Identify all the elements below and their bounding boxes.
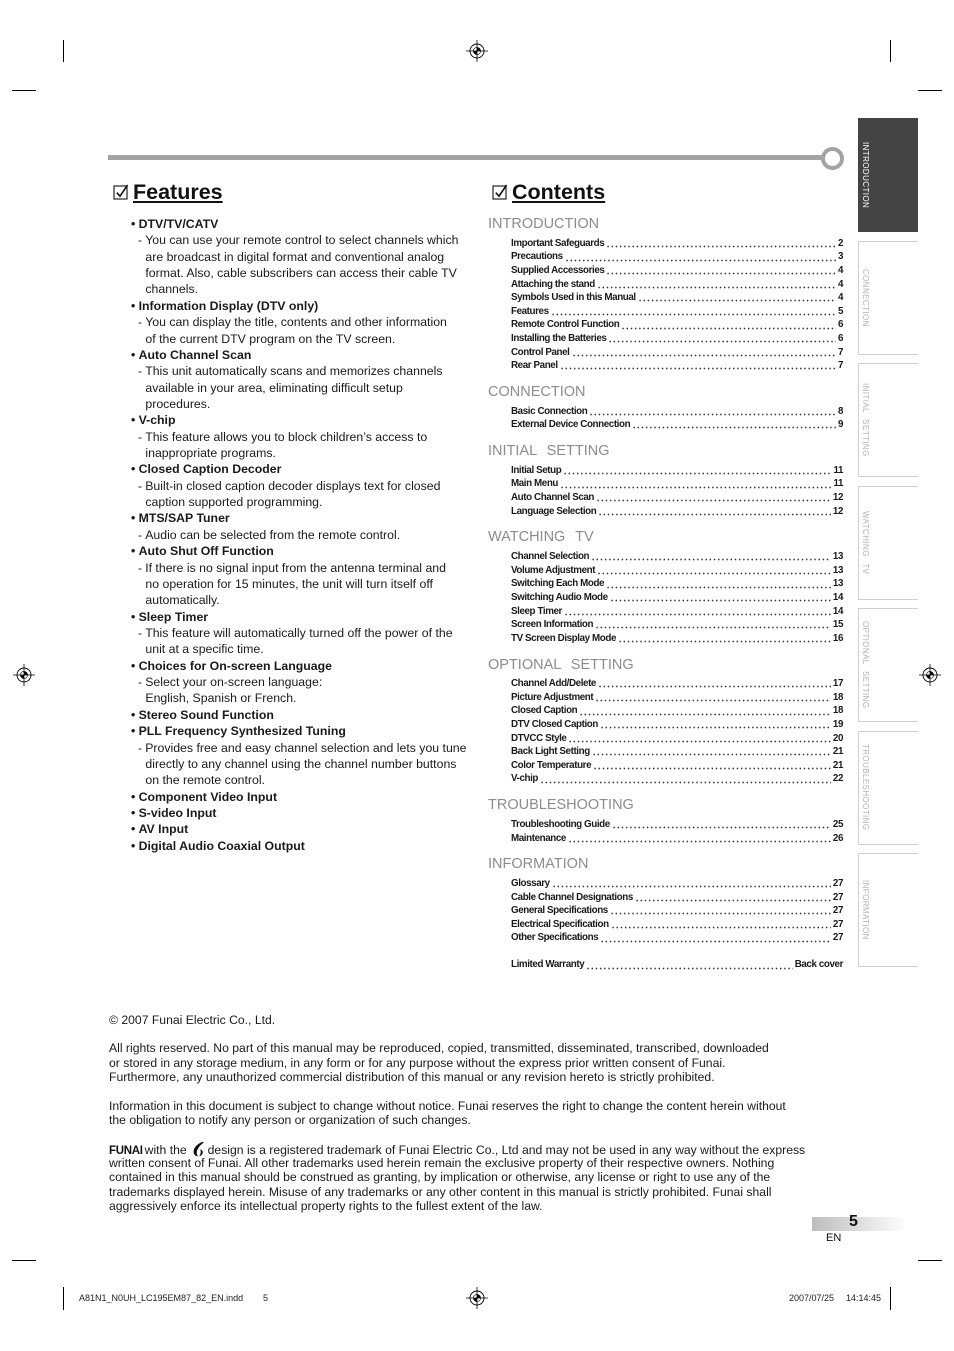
toc-page-number: 17 <box>832 678 843 690</box>
toc-page-number: 26 <box>832 832 843 844</box>
toc-entry <box>511 818 843 832</box>
toc-page-number: 18 <box>832 691 843 703</box>
feature-description-line: are broadcast in digital format and conventional analog <box>145 249 445 264</box>
feature-description-line: directly to any channel using the channel number buttons <box>145 756 457 771</box>
feature-item <box>131 838 481 854</box>
toc-entry-label: Precautions <box>511 251 563 263</box>
toc-dot-leader <box>612 826 831 829</box>
toc-dot-leader <box>597 286 836 289</box>
registration-mark-icon <box>918 663 942 687</box>
feature-title: • Closed Caption Decoder <box>131 461 481 477</box>
side-tab-troubleshooting <box>858 731 918 845</box>
toc-page-number: 21 <box>832 746 843 758</box>
side-tab-information <box>858 853 918 967</box>
toc-entry-label: Sleep Timer <box>511 605 562 617</box>
toc-page-number: 16 <box>832 632 843 644</box>
toc-page-number: 27 <box>832 918 843 930</box>
toc-entry <box>511 732 843 746</box>
feature-title: • MTS/SAP Tuner <box>131 510 481 526</box>
side-tab-label: TROUBLESHOOTING <box>861 744 870 831</box>
toc-entry <box>511 577 843 591</box>
toc-entry <box>511 491 843 505</box>
copyright-line: © 2007 Funai Electric Co., Ltd. <box>109 1013 276 1027</box>
feature-item <box>131 805 481 821</box>
toc-entry-label: Back Light Setting <box>511 746 590 758</box>
toc-dot-leader <box>638 299 836 302</box>
toc-dot-leader <box>552 885 831 888</box>
toc-page-number: 2 <box>837 237 843 249</box>
crop-mark <box>918 90 942 91</box>
paragraph-line: All rights reserved. No part of this manual may be reproduced, copied, transmitted, disseminated, transcribed, downloaded <box>109 1041 769 1056</box>
toc-page-number: 4 <box>837 278 843 290</box>
feature-title: • Information Display (DTV only) <box>131 298 481 314</box>
toc-page-number: 14 <box>832 605 843 617</box>
toc-entry <box>511 904 843 918</box>
slug-time: 14:14:45 <box>846 1293 882 1303</box>
toc-entry-label: Picture Adjustment <box>511 691 594 703</box>
toc-dot-leader <box>564 613 831 616</box>
feature-description-line: - You can display the title, contents and other information <box>131 314 481 330</box>
toc-dot-leader <box>600 940 831 943</box>
feature-item <box>131 821 481 837</box>
toc-page-number: 21 <box>832 759 843 771</box>
toc-entry-label: Important Safeguards <box>511 237 605 249</box>
slug-date: 2007/07/25 <box>789 1293 835 1303</box>
toc-page-number: 20 <box>832 732 843 744</box>
toc-dot-leader <box>560 486 831 489</box>
toc-page-number: 15 <box>832 619 843 631</box>
trademark-lead-text: with the <box>144 1143 187 1158</box>
paragraph-line: trademarks displayed herein. Misuse of any trademarks or any other content in this manual is strictly prohibited. Funai shall <box>109 1184 772 1199</box>
page-language: EN <box>826 1232 842 1244</box>
toc-dot-leader <box>606 245 836 248</box>
toc-section <box>488 655 844 787</box>
toc-entry-label: Maintenance <box>511 832 566 844</box>
toc-entry <box>511 891 843 905</box>
toc-section <box>488 382 844 432</box>
toc-entry <box>511 745 843 759</box>
toc-page-number: 27 <box>832 878 843 890</box>
registration-mark-icon <box>12 663 36 687</box>
toc-page-number: 4 <box>837 292 843 304</box>
toc-entry <box>511 877 843 891</box>
feature-description-line: no operation for 15 minutes, the unit will turn itself off <box>145 576 433 591</box>
toc-dot-leader <box>608 340 835 343</box>
toc-dot-leader <box>563 472 831 475</box>
toc-entry <box>511 346 843 360</box>
features-heading: Features <box>133 180 223 204</box>
toc-entry-label: Other Specifications <box>511 932 599 944</box>
toc-dot-leader <box>600 726 831 729</box>
toc-entry-label: Remote Control Function <box>511 319 620 331</box>
toc-page-number: 22 <box>832 773 843 785</box>
trademark-first-line <box>109 1141 806 1158</box>
toc-section-heading: INITIAL SETTING <box>488 443 610 460</box>
toc-entry-label: V-chip <box>511 773 538 785</box>
feature-title: • Component Video Input <box>131 789 481 805</box>
feature-item <box>131 510 481 543</box>
toc-dot-leader <box>591 558 831 561</box>
toc-section <box>488 527 844 645</box>
toc-section-heading: CONNECTION <box>488 383 586 400</box>
toc-dot-leader <box>611 926 831 929</box>
toc-page-number: 19 <box>832 719 843 731</box>
feature-item <box>131 461 481 510</box>
toc-entry <box>511 418 843 432</box>
crop-mark <box>918 1260 942 1261</box>
feature-item <box>131 707 481 723</box>
trademark-text: design is a registered trademark of Funai Electric Co., Ltd and may not be used in any way without the express <box>207 1143 806 1158</box>
feature-description-line: available in your area, eliminating difficult setup <box>145 380 403 395</box>
toc-entry <box>511 477 843 491</box>
toc-entry <box>511 550 843 564</box>
feature-title: • DTV/TV/CATV <box>131 216 481 232</box>
crop-mark <box>12 90 36 91</box>
paragraph-line: Furthermore, any unauthorized commercial distribution of this manual or any revision hereto is strictly prohibited. <box>109 1070 715 1085</box>
toc-entry-label: Control Panel <box>511 346 570 358</box>
toc-entry <box>511 832 843 846</box>
toc-page-number: 12 <box>832 505 843 517</box>
toc-entry-label: Supplied Accessories <box>511 264 605 276</box>
toc-entry <box>511 605 843 619</box>
toc-entry <box>511 359 843 373</box>
side-tab-watching-tv <box>858 486 918 600</box>
toc-page-number: 11 <box>833 478 843 490</box>
toc-page-number: 5 <box>837 305 843 317</box>
toc-entry-label: Screen Information <box>511 619 594 631</box>
feature-description-line: - This feature will automatically turned off the power of the <box>131 625 481 641</box>
side-tab-label: CONNECTION <box>861 268 870 327</box>
checkbox-checked-icon <box>113 184 129 200</box>
toc-entry <box>511 291 843 305</box>
feature-description-line: caption supported programming. <box>145 495 323 510</box>
trademark-paragraph <box>109 1141 805 1213</box>
toc-entry <box>511 718 843 732</box>
feature-description-line: - Select your on-screen language: <box>131 674 481 690</box>
toc-section <box>488 854 844 945</box>
feature-description-line: channels. <box>145 282 199 297</box>
rights-paragraph <box>109 1041 805 1084</box>
paragraph-line: contained in this manual should be construed as granting, by implication or otherwise, any license or right to use any of the <box>109 1170 771 1185</box>
feature-item <box>131 723 481 788</box>
toc-dot-leader <box>632 426 836 429</box>
feature-item <box>131 789 481 805</box>
toc-dot-leader <box>595 626 831 629</box>
toc-entry <box>511 759 843 773</box>
toc-page-number: 13 <box>832 578 843 590</box>
toc-entry <box>511 318 843 332</box>
toc-dot-leader <box>621 327 836 330</box>
toc-entry-label: TV Screen Display Mode <box>511 632 616 644</box>
toc-dot-leader <box>560 367 836 370</box>
toc-dot-leader <box>635 899 831 902</box>
feature-item <box>131 216 481 298</box>
paragraph-line: or stored in any storage medium, in any form or for any purpose without the express prior written consent of Funai. <box>109 1055 726 1070</box>
toc-dot-leader <box>589 413 836 416</box>
feature-item <box>131 658 481 707</box>
slug-file-page: 5 <box>263 1293 269 1303</box>
funai-logo: FUNAI <box>109 1145 143 1158</box>
feature-description-line: on the remote control. <box>145 773 266 788</box>
toc-page-number: 18 <box>832 705 843 717</box>
page-number: 5 <box>849 1213 858 1230</box>
toc-page-number: 25 <box>832 818 843 830</box>
toc-dot-leader <box>572 354 836 357</box>
registration-mark-icon <box>465 1286 489 1310</box>
toc-entry-label: Language Selection <box>511 505 597 517</box>
toc-entry-label: Electrical Specification <box>511 918 609 930</box>
side-tab-optional-setting <box>858 608 918 722</box>
toc-entry-label: External Device Connection <box>511 419 631 431</box>
toc-entry <box>511 632 843 646</box>
feature-description-line: format. Also, cable subscribers can access their cable TV <box>145 266 457 281</box>
page-number-bar <box>812 1217 907 1231</box>
toc-entry <box>511 618 843 632</box>
side-tab-label: INTRODUCTION <box>861 141 870 209</box>
crop-mark <box>890 40 891 62</box>
toc-entry-label: Rear Panel <box>511 360 558 372</box>
feature-title: • S-video Input <box>131 805 481 821</box>
header-rule <box>108 155 824 160</box>
paragraph-line: Information in this document is subject to change without notice. Funai reserves the right to change the content herein without <box>109 1098 786 1113</box>
crop-mark <box>890 1287 891 1310</box>
toc-dot-leader <box>568 740 830 743</box>
feature-description-line: - This unit automatically scans and memorizes channels <box>131 363 481 379</box>
toc-entry <box>511 305 843 319</box>
toc-entry-label: Basic Connection <box>511 405 588 417</box>
feature-title: • Choices for On-screen Language <box>131 658 481 674</box>
toc-entry <box>511 464 843 478</box>
toc-page-number: 4 <box>837 264 843 276</box>
toc-entry <box>511 505 843 519</box>
feature-description-line: - Built-in closed caption decoder displays text for closed <box>131 478 481 494</box>
notice-paragraph <box>109 1099 805 1128</box>
toc-entry <box>511 591 843 605</box>
registration-mark-icon <box>465 39 489 63</box>
toc-section-heading: OPTIONAL SETTING <box>488 656 634 673</box>
toc-page-number: 9 <box>837 419 843 431</box>
feature-title: • Digital Audio Coaxial Output <box>131 838 481 854</box>
toc-dot-leader <box>593 767 831 770</box>
toc-dot-leader <box>610 912 831 915</box>
feature-description-line: automatically. <box>145 593 220 608</box>
toc-entry <box>511 250 843 264</box>
toc-entry-label: Auto Channel Scan <box>511 491 595 503</box>
crop-mark <box>12 1260 36 1261</box>
toc-entry-label: DTVCC Style <box>511 732 567 744</box>
side-tab-label: INITIAL SETTING <box>861 383 870 457</box>
toc-entry <box>511 772 843 786</box>
toc-entry <box>511 564 843 578</box>
feature-description-line: - This feature allows you to block children’s access to <box>131 429 481 445</box>
toc-section <box>488 214 844 373</box>
toc-dot-leader <box>610 599 831 602</box>
toc-entry-label: DTV Closed Caption <box>511 719 598 731</box>
toc-entry-label: Features <box>511 305 549 317</box>
toc-section <box>488 795 844 845</box>
toc-entry <box>511 677 843 691</box>
feature-description-line: inappropriate programs. <box>145 446 276 461</box>
toc-dot-leader <box>565 259 836 262</box>
toc-page-number: 6 <box>837 332 843 344</box>
feature-title: • Sleep Timer <box>131 609 481 625</box>
paragraph-line: the obligation to notify any person or organization of such changes. <box>109 1112 471 1127</box>
feature-title: • AV Input <box>131 821 481 837</box>
toc-page-number: 14 <box>832 591 843 603</box>
toc-page-number: 8 <box>837 405 843 417</box>
side-tab-connection <box>858 241 918 355</box>
toc-entry-label: Cable Channel Designations <box>511 891 633 903</box>
toc-dot-leader <box>606 586 831 589</box>
toc-dot-leader <box>586 967 792 970</box>
header-rule-ring <box>821 147 844 170</box>
toc-entry-label: Closed Caption <box>511 705 578 717</box>
toc-entry-label: Channel Selection <box>511 551 590 563</box>
feature-title: • Stereo Sound Function <box>131 707 481 723</box>
toc-page-number: 11 <box>833 464 843 476</box>
side-tab-label: WATCHING TV <box>861 510 870 575</box>
side-tab-label: INFORMATION <box>861 880 870 940</box>
feature-description-line: procedures. <box>145 396 211 411</box>
toc-section-heading: INTRODUCTION <box>488 216 600 232</box>
toc-section-heading: WATCHING TV <box>488 529 594 546</box>
toc-dot-leader <box>618 640 831 643</box>
toc-page-number: Back cover <box>794 959 843 971</box>
toc-entry-label: Color Temperature <box>511 759 592 771</box>
toc-entry-label: Main Menu <box>511 478 559 490</box>
toc-entry-label: Switching Each Mode <box>511 578 605 590</box>
toc-entry-label: Symbols Used in this Manual <box>511 292 636 304</box>
toc-page-number: 13 <box>832 564 843 576</box>
toc-page-number: 6 <box>837 319 843 331</box>
toc-entry-label: Channel Add/Delete <box>511 678 596 690</box>
toc-dot-leader <box>597 572 831 575</box>
toc-page-number: 27 <box>832 891 843 903</box>
side-tab-initial-setting <box>858 363 918 477</box>
contents-heading: Contents <box>512 180 606 204</box>
toc-dot-leader <box>595 699 831 702</box>
feature-title: • PLL Frequency Synthesized Tuning <box>131 723 481 739</box>
feature-title: • V-chip <box>131 412 481 428</box>
toc-page-number: 7 <box>837 346 843 358</box>
toc-entry <box>511 264 843 278</box>
feature-description-line: - Audio can be selected from the remote control. <box>131 527 481 543</box>
toc-section <box>488 441 844 518</box>
toc-entry <box>511 704 843 718</box>
toc-entry-label: Initial Setup <box>511 464 562 476</box>
feature-item <box>131 412 481 461</box>
toc-entry-warranty <box>511 958 843 972</box>
paragraph-line: aggressively enforce its intellectual property rights to the fullest extent of the law. <box>109 1198 543 1213</box>
features-list <box>131 216 481 854</box>
toc-entry-label: General Specifications <box>511 905 608 917</box>
feature-item <box>131 347 481 412</box>
toc-entry-label: Limited Warranty <box>511 959 585 971</box>
toc-entry <box>511 405 843 419</box>
feature-description-line: English, Spanish or French. <box>145 691 297 706</box>
feature-description-line: - If there is no signal input from the antenna terminal and <box>131 560 481 576</box>
slug-file-name: A81N1_N0UH_LC195EM87_82_EN.indd <box>79 1293 244 1303</box>
legal-notice <box>109 1013 805 1213</box>
checkbox-checked-icon <box>492 184 508 200</box>
crop-mark <box>63 1287 64 1310</box>
side-tab-introduction <box>858 118 918 232</box>
toc-dot-leader <box>606 272 835 275</box>
toc-page-number: 3 <box>837 251 843 263</box>
feature-description-line: - Provides free and easy channel selection and lets you tune <box>131 740 481 756</box>
toc-dot-leader <box>598 685 831 688</box>
toc-entry-label: Troubleshooting Guide <box>511 818 610 830</box>
toc-entry-label: Switching Audio Mode <box>511 591 608 603</box>
toc-dot-leader <box>540 781 831 784</box>
toc-dot-leader <box>579 713 831 716</box>
feature-title: • Auto Channel Scan <box>131 347 481 363</box>
feature-title: • Auto Shut Off Function <box>131 543 481 559</box>
feature-description-line: unit at a specific time. <box>145 642 264 657</box>
toc-entry-label: Glossary <box>511 878 550 890</box>
feature-item <box>131 298 481 347</box>
feature-item <box>131 609 481 658</box>
toc-page-number: 27 <box>832 905 843 917</box>
toc-entry <box>511 691 843 705</box>
toc-dot-leader <box>592 753 831 756</box>
toc-dot-leader <box>596 499 831 502</box>
toc-entry-label: Attaching the stand <box>511 278 595 290</box>
crop-mark <box>63 40 64 62</box>
toc-dot-leader <box>568 840 831 843</box>
toc-entry <box>511 332 843 346</box>
toc-entry <box>511 237 843 251</box>
toc-page-number: 12 <box>832 491 843 503</box>
funai-swoosh-logo-icon <box>191 1141 205 1157</box>
toc-section-heading: TROUBLESHOOTING <box>488 797 634 814</box>
toc-entry-label: Installing the Batteries <box>511 332 607 344</box>
toc-entry <box>511 278 843 292</box>
table-of-contents <box>488 214 844 972</box>
toc-sections <box>488 214 844 945</box>
toc-section-heading: INFORMATION <box>488 856 589 873</box>
toc-dot-leader <box>598 513 831 516</box>
toc-page-number: 27 <box>832 932 843 944</box>
toc-dot-leader <box>551 313 836 316</box>
toc-entry-label: Volume Adjustment <box>511 564 596 576</box>
feature-description-line: - You can use your remote control to select channels which <box>131 232 481 248</box>
paragraph-line: written consent of Funai. All other trademarks used herein remain the exclusive property of their respective owners. Nothing <box>109 1155 775 1170</box>
side-tab-label: OPTIONAL SETTING <box>861 621 870 709</box>
toc-page-number: 13 <box>832 551 843 563</box>
toc-entry <box>511 918 843 932</box>
feature-description-line: of the current DTV program on the TV screen. <box>145 331 396 346</box>
feature-item <box>131 543 481 608</box>
toc-entry <box>511 931 843 945</box>
toc-page-number: 7 <box>837 360 843 372</box>
